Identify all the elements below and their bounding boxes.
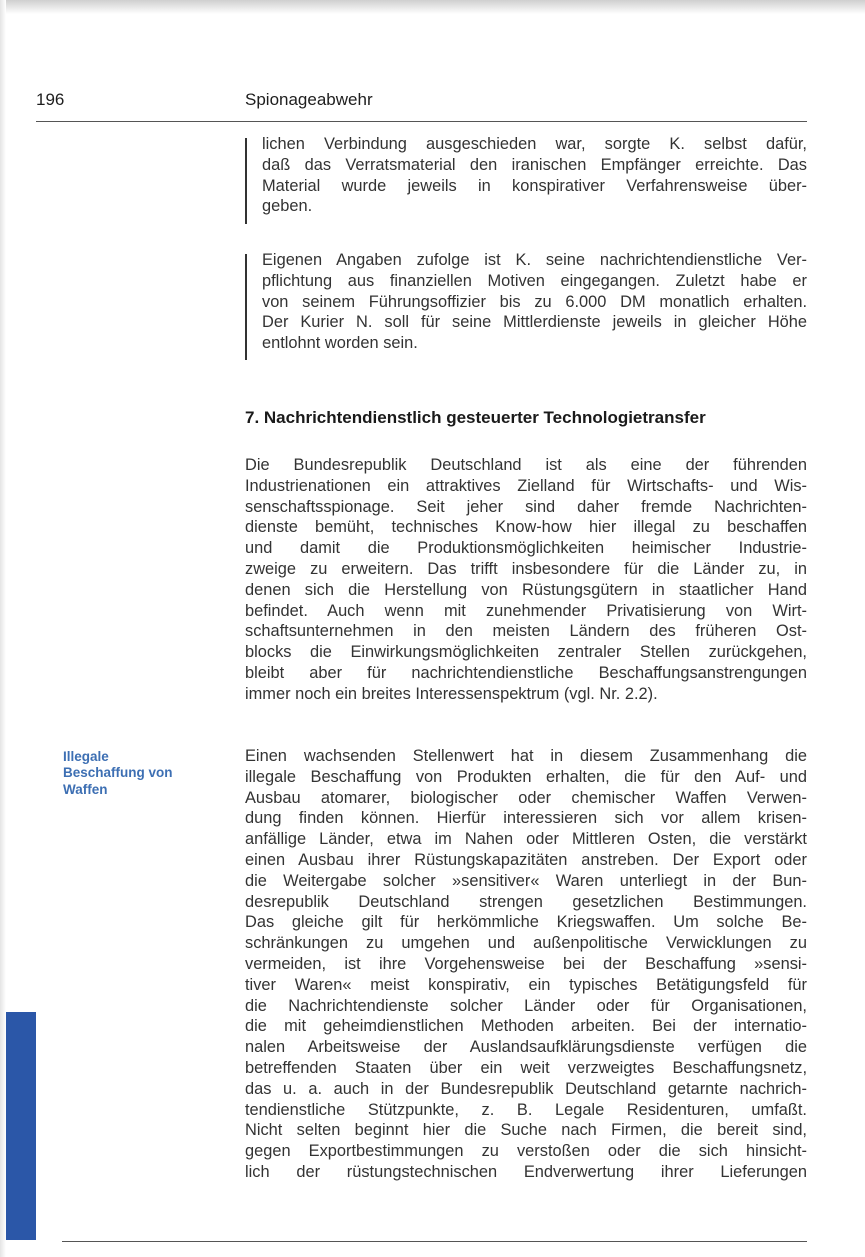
- text-line: desrepublik Deutschland strengen gesetzlichen Bestimmungen.: [245, 892, 807, 911]
- chapter-thumb-tab: [6, 1012, 36, 1240]
- margin-note-line: Beschaffung von: [63, 765, 173, 781]
- paragraph-1: [262, 134, 807, 217]
- text-line: betreffenden Staaten über ein weit verzweigtes Beschaffungsnetz,: [245, 1058, 807, 1077]
- text-line: einen Ausbau ihrer Rüstungskapazitäten anstreben. Der Export oder: [245, 850, 807, 869]
- text-line: bleibt aber für nachrichtendienstliche Beschaffungsanstrengungen: [245, 663, 807, 682]
- text-line: entlohnt worden sein.: [262, 334, 418, 353]
- paragraph-4: [245, 746, 807, 1183]
- text-line: dienste bemüht, technisches Know-how hier illegal zu beschaffen: [245, 518, 807, 537]
- text-line: illegale Beschaffung von Produkten erhalten, die für den Auf- und: [245, 767, 807, 786]
- text-line: anfällige Länder, etwa im Nahen oder Mittleren Osten, die verstärkt: [245, 830, 807, 849]
- text-line: blocks die Einwirkungsmöglichkeiten zentraler Stellen zurückgehen,: [245, 643, 807, 662]
- change-bar-paragraph-1: [245, 138, 247, 224]
- text-line: die mit geheimdienstlichen Methoden arbeiten. Bei der internatio-: [245, 1017, 807, 1036]
- text-line: gegen Exportbestimmungen zu verstoßen oder die sich hinsicht-: [245, 1142, 807, 1161]
- text-line: Die Bundesrepublik Deutschland ist als eine der führenden: [245, 456, 807, 474]
- text-line: nalen Arbeitsweise der Auslandsaufklärungsdienste verfügen die: [245, 1038, 807, 1057]
- text-line: befindet. Auch wenn mit zunehmender Privatisierung von Wirt-: [245, 601, 807, 620]
- section-heading: 7. Nachrichtendienstlich gesteuerter Technologietransfer: [245, 408, 706, 427]
- text-line: Eigenen Angaben zufolge ist K. seine nachrichtendienstliche Ver-: [262, 251, 807, 269]
- text-line: schränkungen zu umgehen und außenpolitische Verwicklungen zu: [245, 934, 807, 953]
- text-line: Material wurde jeweils in konspirativer Verfahrensweise über-: [262, 176, 807, 195]
- page-number: 196: [36, 90, 65, 109]
- text-line: senschaftsspionage. Seit jeher sind daher fremde Nachrichten-: [245, 497, 807, 516]
- text-line: die Nachrichtendienste solcher Länder oder für Organisationen,: [245, 996, 807, 1015]
- text-line: schaftsunternehmen in den meisten Ländern des früheren Ost-: [245, 622, 807, 641]
- text-line: Einen wachsenden Stellenwert hat in diesem Zusammenhang die: [245, 747, 807, 765]
- running-title: Spionageabwehr: [245, 90, 373, 109]
- text-line: immer noch ein breites Interessenspektrum (vgl. Nr. 2.2).: [245, 684, 658, 703]
- text-line: Industrienationen ein attraktives Zielland für Wirtschafts- und Wis-: [245, 476, 807, 495]
- text-line: und damit die Produktionsmöglichkeiten heimischer Industrie-: [245, 539, 807, 558]
- text-line: denen sich die Herstellung von Rüstungsgütern in staatlicher Hand: [245, 580, 807, 599]
- text-line: tiver Waren« meist konspirativ, ein typisches Betätigungsfeld für: [245, 975, 807, 994]
- margin-note-line: Illegale: [63, 749, 109, 764]
- text-line: lich der rüstungstechnischen Endverwertung ihrer Lieferungen: [245, 1162, 807, 1181]
- text-line: Ausbau atomarer, biologischer oder chemischer Waffen Verwen-: [245, 788, 807, 807]
- text-line: daß das Verratsmaterial den iranischen Empfänger erreichte. Das: [262, 155, 807, 174]
- text-line: Der Kurier N. soll für seine Mittlerdienste jeweils in gleicher Höhe: [262, 313, 807, 332]
- text-line: Das gleiche gilt für herkömmliche Kriegswaffen. Um solche Be-: [245, 913, 807, 932]
- text-line: pflichtung aus finanziellen Motiven eingegangen. Zuletzt habe er: [262, 271, 807, 290]
- scan-shadow-top: [0, 0, 865, 14]
- text-line: von seinem Führungsoffizier bis zu 6.000 DM monatlich erhalten.: [262, 292, 807, 311]
- margin-note-line: Waffen: [63, 781, 108, 797]
- text-line: lichen Verbindung ausgeschieden war, sorgte K. selbst dafür,: [262, 135, 807, 153]
- text-line: zweige zu erweitern. Das trifft insbesondere für die Länder zu, in: [245, 559, 807, 578]
- text-line: Nicht selten beginnt hier die Suche nach Firmen, die bereit sind,: [245, 1121, 807, 1140]
- text-line: vermeiden, ist ihre Vorgehensweise bei der Beschaffung »sensi-: [245, 954, 807, 973]
- text-line: die Weitergabe solcher »sensitiver« Waren unterliegt in der Bun-: [245, 871, 807, 890]
- change-bar-paragraph-2: [245, 254, 247, 360]
- text-line: geben.: [262, 197, 313, 216]
- paragraph-3: [245, 455, 807, 705]
- paragraph-2: [262, 250, 807, 354]
- margin-note: [63, 749, 213, 798]
- footer-rule: [62, 1241, 807, 1242]
- text-line: tendienstliche Stützpunkte, z. B. Legale Residenturen, umfaßt.: [245, 1100, 807, 1119]
- text-line: dung finden können. Hierfür interessieren sich vor allem krisen-: [245, 809, 807, 828]
- header-rule: [36, 121, 807, 122]
- text-line: das u. a. auch in der Bundesrepublik Deutschland getarnte nachrich-: [245, 1079, 807, 1098]
